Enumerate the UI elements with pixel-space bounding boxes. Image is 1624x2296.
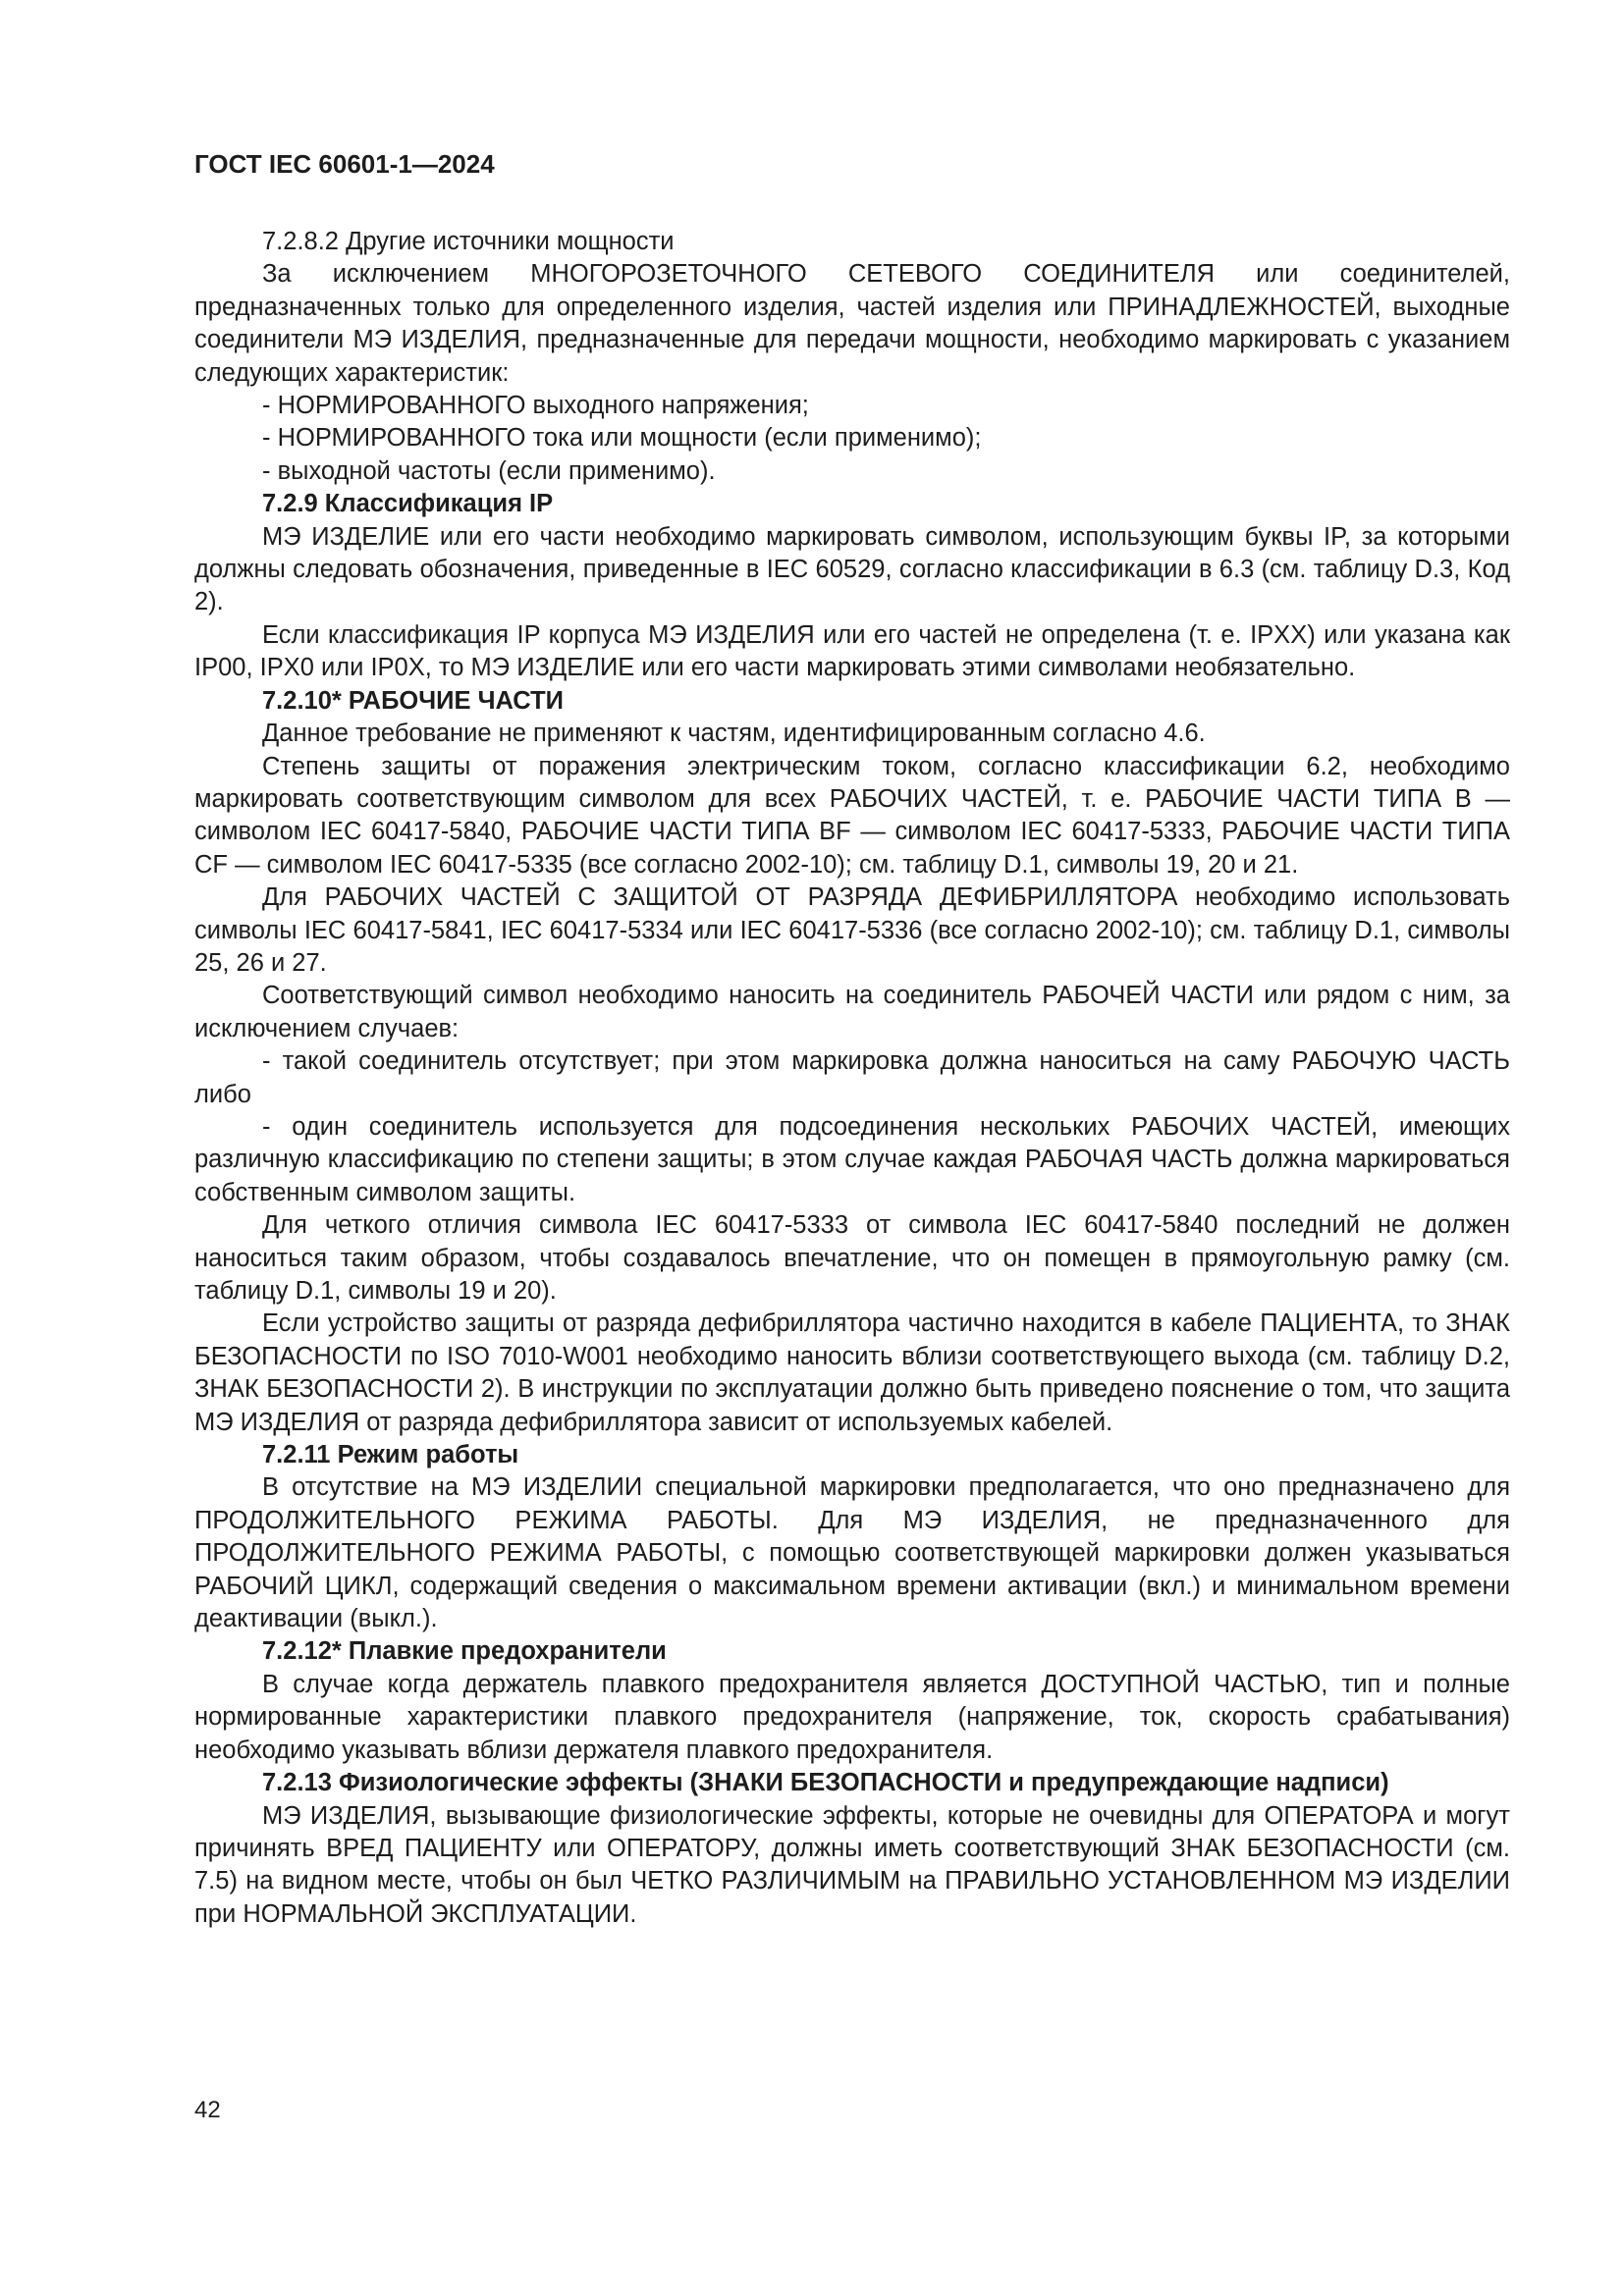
section-7-2-13-paragraph: МЭ ИЗДЕЛИЯ, вызывающие физиологические эффекты, которые не очевидны для ОПЕРАТОРА и могут причинять ВРЕД ПАЦИЕНТУ или ОПЕРАТОРУ, должны иметь соответствующий ЗНАК БЕЗОПАСНОСТИ (см. 7.5) на видном месте, чтобы он был ЧЕТКО РАЗЛИЧИМЫМ на ПРАВИЛЬНО УСТАНОВЛЕННОМ МЭ ИЗДЕЛИИ при НОРМАЛЬНОЙ ЭКСПЛУАТАЦИИ. — [194, 1801, 1510, 1928]
section-7-2-8-2-heading: 7.2.8.2 Другие источники мощности — [262, 228, 675, 255]
document-header: ГОСТ IEC 60601-1—2024 — [194, 149, 495, 179]
section-7-2-9-paragraph: Если классификация IP корпуса МЭ ИЗДЕЛИЯ или его частей не определена (т. е. IPXX) или указана как IP00, IPX0 или IP0X, то МЭ ИЗДЕЛИЕ или его части маркировать этими символами необязательно. — [194, 620, 1510, 682]
section-7-2-10-paragraph: - один соединитель используется для подсоединения нескольких РАБОЧИХ ЧАСТЕЙ, имеющих различную классификацию по степени защиты; в этом случае каждая РАБОЧАЯ ЧАСТЬ должна маркироваться собственным символом защиты. — [194, 1112, 1510, 1206]
section-7-2-10-paragraph: Для четкого отличия символа IEC 60417-5333 от символа IEC 60417-5840 последний не должен наноситься таким образом, чтобы создавалось впечатление, что он помещен в прямоугольную рамку (см. таблицу D.1, символы 19 и 20). — [194, 1211, 1510, 1305]
list-item: - НОРМИРОВАННОГО тока или мощности (если применимо); — [262, 424, 982, 453]
section-7-2-10-paragraph: Если устройство защиты от разряда дефибриллятора частично находится в кабеле ПАЦИЕНТА, то ЗНАК БЕЗОПАСНОСТИ по ISO 7010-W001 необходимо наносить вблизи соответствующего выхода (см. таблицу D.2, ЗНАК БЕЗОПАСНОСТИ 2). В инструкции по эксплуатации должно быть приведено пояснение о том, что защита МЭ ИЗДЕЛИЯ от разряда дефибриллятора зависит от используемых кабелей. — [194, 1309, 1510, 1436]
page-number: 42 — [194, 2097, 221, 2123]
section-7-2-10-heading: 7.2.10* РАБОЧИЕ ЧАСТИ — [262, 686, 564, 715]
section-7-2-11-heading: 7.2.11 Режим работы — [262, 1441, 519, 1469]
list-item: - НОРМИРОВАННОГО выходного напряжения; — [262, 392, 809, 420]
section-7-2-11-paragraph: В отсутствие на МЭ ИЗДЕЛИИ специальной маркировки предполагается, что оно предназначено для ПРОДОЛЖИТЕЛЬНОГО РЕЖИМА РАБОТЫ. Для МЭ ИЗДЕЛИЯ, не предназначенного для ПРОДОЛЖИТЕЛЬНОГО РЕЖИМА РАБОТЫ, с помощью соответствующей маркировки должен указываться РАБОЧИЙ ЦИКЛ, содержащий сведения о максимальном времени активации (вкл.) и минимальном времени деактивации (выкл.). — [194, 1473, 1510, 1633]
section-7-2-12-paragraph: В случае когда держатель плавкого предохранителя является ДОСТУПНОЙ ЧАСТЬЮ, тип и полные нормированные характеристики плавкого предохранителя (напряжение, ток, скорость срабатывания) необходимо указывать вблизи держателя плавкого предохранителя. — [194, 1670, 1510, 1764]
section-7-2-13-heading: 7.2.13 Физиологические эффекты (ЗНАКИ БЕЗОПАСНОСТИ и предупреждающие надписи) — [262, 1769, 1389, 1797]
section-7-2-10-paragraph: Данное требование не применяют к частям, идентифицированным согласно 4.6. — [262, 720, 1206, 748]
list-item: - выходной частоты (если применимо). — [262, 456, 716, 485]
section-7-2-8-2-paragraph: За исключением МНОГОРОЗЕТОЧНОГО СЕТЕВОГО СОЕДИНИТЕЛЯ или соединителей, предназначенных только для определенного изделия, частей изделия или ПРИНАДЛЕЖНОСТЕЙ, выходные соединители МЭ ИЗДЕЛИЯ, предназначенные для передачи мощности, необходимо маркировать с указанием следующих характеристик: — [194, 260, 1510, 387]
section-7-2-9-paragraph: МЭ ИЗДЕЛИЕ или его части необходимо маркировать символом, использующим буквы IP, за которыми должны следовать обозначения, приведенные в IEC 60529, согласно классификации в 6.3 (см. таблицу D.3, Код 2). — [194, 522, 1510, 616]
document-body — [194, 226, 1510, 1931]
section-7-2-12-heading: 7.2.12* Плавкие предохранители — [262, 1637, 667, 1666]
section-7-2-9-heading: 7.2.9 Классификация IP — [262, 490, 554, 518]
section-7-2-10-paragraph: Степень защиты от поражения электрическим током, согласно классификации 6.2, необходимо маркировать соответствующим символом для всех РАБОЧИХ ЧАСТЕЙ, т. е. РАБОЧИЕ ЧАСТИ ТИПА В — символом IEC 60417-5840, РАБОЧИЕ ЧАСТИ ТИПА BF — символом IEC 60417-5333, РАБОЧИЕ ЧАСТИ ТИПА CF — символом IEC 60417-5335 (все согласно 2002-10); см. таблицу D.1, символы 19, 20 и 21. — [194, 752, 1510, 879]
section-7-2-10-paragraph: Соответствующий символ необходимо наносить на соединитель РАБОЧЕЙ ЧАСТИ или рядом с ним, за исключением случаев: — [194, 982, 1510, 1042]
section-7-2-10-paragraph: - такой соединитель отсутствует; при этом маркировка должна наноситься на саму РАБОЧУЮ ЧАСТЬ либо — [194, 1047, 1510, 1108]
section-7-2-10-paragraph: Для РАБОЧИХ ЧАСТЕЙ С ЗАЩИТОЙ ОТ РАЗРЯДА ДЕФИБРИЛЛЯТОРА необходимо использовать символы IEC 60417-5841, IEC 60417-5334 или IEC 60417-5336 (все согласно 2002-10); см. таблицу D.1, символы 25, 26 и 27. — [194, 883, 1510, 977]
